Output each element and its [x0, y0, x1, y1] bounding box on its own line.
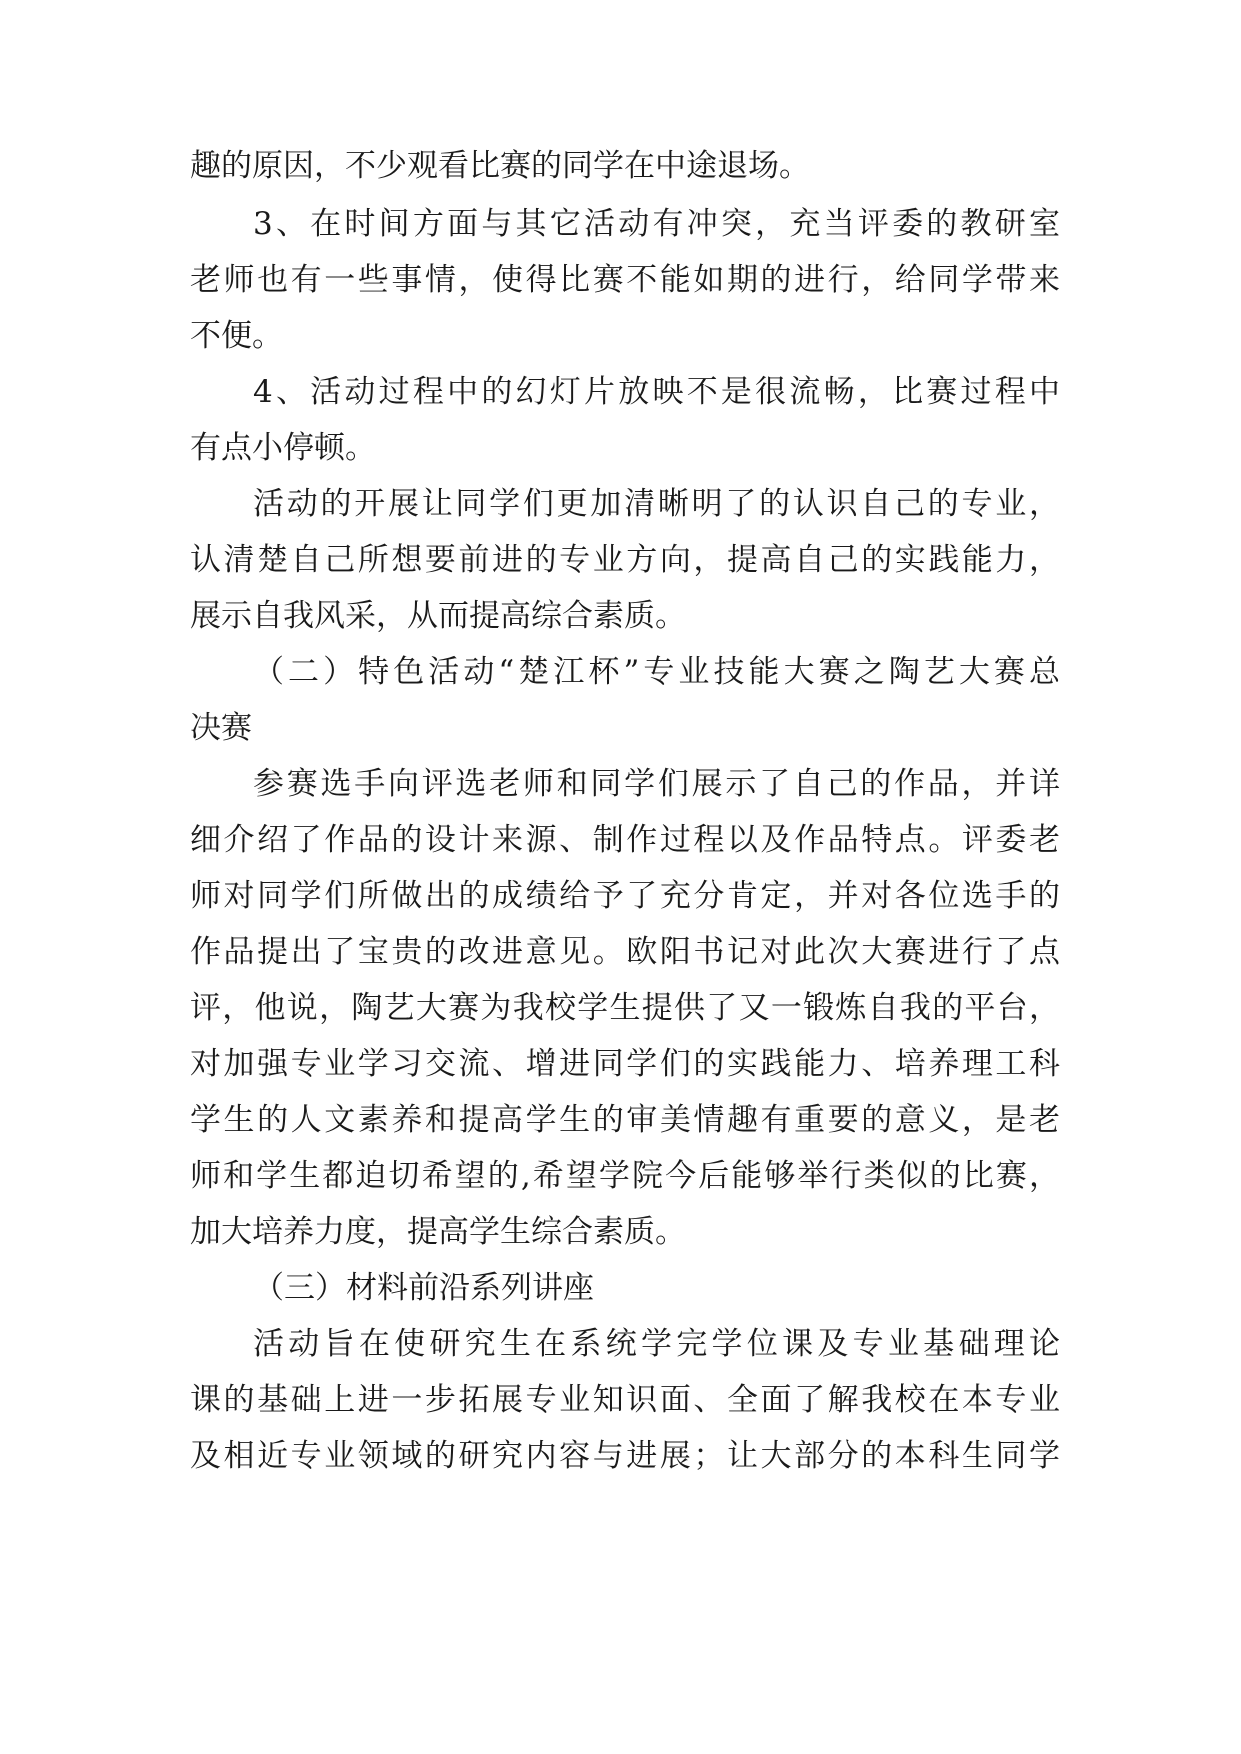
paragraph-line: 对加强专业学习交流、增进同学们的实践能力、培养理工科 [190, 1046, 1060, 1082]
paragraph-line: 老师也有一些事情，使得比赛不能如期的进行，给同学带来 [190, 262, 1060, 298]
paragraph-line: 师和学生都迫切希望的,希望学院今后能够举行类似的比赛， [190, 1158, 1060, 1194]
paragraph-line: 课的基础上进一步拓展专业知识面、全面了解我校在本专业 [190, 1382, 1060, 1418]
paragraph-line: 不便。 [190, 318, 283, 354]
paragraph-line: 加大培养力度，提高学生综合素质。 [190, 1214, 686, 1250]
paragraph-line: 学生的人文素养和提高学生的审美情趣有重要的意义，是老 [190, 1102, 1060, 1138]
paragraph-line: 活动旨在使研究生在系统学完学位课及专业基础理论 [253, 1326, 1060, 1362]
paragraph-line: 参赛选手向评选老师和同学们展示了自己的作品，并详 [253, 766, 1060, 802]
paragraph-line: 有点小停顿。 [190, 430, 376, 466]
paragraph-line: 趣的原因，不少观看比赛的同学在中途退场。 [190, 148, 810, 184]
paragraph-line: 及相近专业领域的研究内容与进展；让大部分的本科生同学 [190, 1438, 1060, 1474]
paragraph-line: 细介绍了作品的设计来源、制作过程以及作品特点。评委老 [190, 822, 1060, 858]
paragraph-line: 评，他说，陶艺大赛为我校学生提供了又一锻炼自我的平台， [190, 990, 1060, 1026]
paragraph-line: 认清楚自己所想要前进的专业方向，提高自己的实践能力， [190, 542, 1060, 578]
section-heading-line: 决赛 [190, 710, 252, 746]
section-heading-line: （二）特色活动“楚江杯”专业技能大赛之陶艺大赛总 [253, 654, 1060, 690]
paragraph-line: 师对同学们所做出的成绩给予了充分肯定，并对各位选手的 [190, 878, 1060, 914]
paragraph-line: 活动的开展让同学们更加清晰明了的认识自己的专业， [253, 486, 1060, 522]
paragraph-line: 3、在时间方面与其它活动有冲突，充当评委的教研室 [253, 206, 1060, 242]
paragraph-line: 展示自我风采，从而提高综合素质。 [190, 598, 686, 634]
section-heading-line: （三）材料前沿系列讲座 [253, 1270, 594, 1306]
paragraph-line: 4、活动过程中的幻灯片放映不是很流畅，比赛过程中 [253, 374, 1060, 410]
paragraph-line: 作品提出了宝贵的改进意见。欧阳书记对此次大赛进行了点 [190, 934, 1060, 970]
